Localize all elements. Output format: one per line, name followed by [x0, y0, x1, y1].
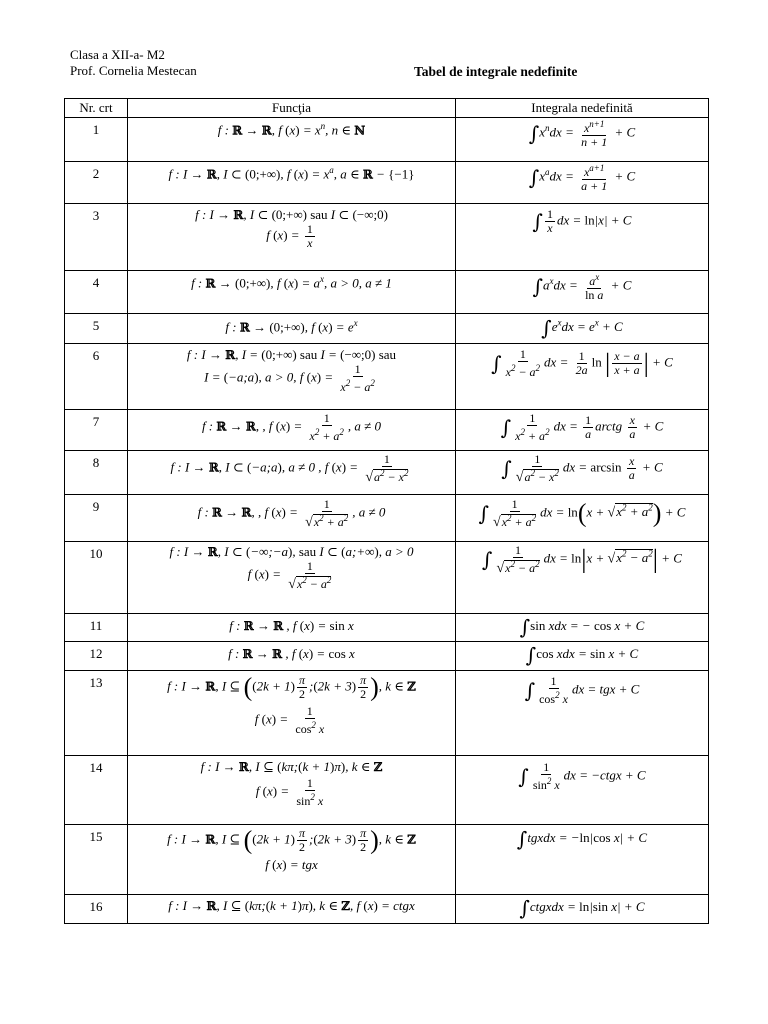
- function-cell: f : I → ℝ, I = (0;+∞) sau I = (−∞;0) sau I = (−a;a), a > 0, f (x) = $\frac{1}{x^2 - a^2}$: [128, 344, 456, 410]
- col-header-nr: Nr. crt: [65, 99, 128, 118]
- table-row: [65, 118, 709, 162]
- integral-cell: ∫ $\frac{1}{x^2 + a^2}$ dx = $\frac{1}{a}$ arctg $\frac{x}{a}$ + C: [456, 410, 709, 451]
- row-number: 5: [65, 314, 128, 344]
- table-header-row: [65, 99, 709, 118]
- row-number: 11: [65, 614, 128, 642]
- row-number: 15: [65, 825, 128, 895]
- function-cell: f : ℝ → ℝ, , f (x) = $\frac{1}{√x^2 + a^2}$ , a ≠ 0: [128, 495, 456, 542]
- integral-cell: ∫sin xdx = − cos x + C: [456, 614, 709, 642]
- col-header-integral: Integrala nedefinită: [456, 99, 709, 118]
- row-number: 3: [65, 204, 128, 271]
- integral-cell: ∫ $\frac{1}{\sin^2 x}$ dx = −ctgx + C: [456, 756, 709, 825]
- function-cell: f : I → ℝ, I ⊂ (−a;a), a ≠ 0 , f (x) = $\frac{1}{√a^2 - x^2}$: [128, 451, 456, 495]
- table-row: [65, 410, 709, 451]
- table-row: [65, 495, 709, 542]
- document-title: Tabel de integrale nedefinite: [414, 64, 578, 79]
- function-cell: f : ℝ → ℝ , f (x) = cos x: [128, 642, 456, 671]
- row-number: 12: [65, 642, 128, 671]
- row-number: 2: [65, 162, 128, 204]
- table-row: [65, 756, 709, 825]
- integral-cell: ∫ $\frac{1}{x^2 - a^2}$ dx = $\frac{1}{2a}$ ln | $\frac{x - a}{x + a}$ | + C: [456, 344, 709, 410]
- row-number: 10: [65, 542, 128, 614]
- function-cell: f : I → ℝ, I ⊆ ((2k + 1) $\frac{\pi}{2}$ ;(2k + 3) $\frac{\pi}{2}$ ), k ∈ ℤ f (x) = tgx: [128, 825, 456, 895]
- table-row: [65, 895, 709, 924]
- integral-cell: ∫ $\frac{1}{\cos^2 x}$ dx = tgx + C: [456, 671, 709, 756]
- table-row: [65, 642, 709, 671]
- integral-cell: ∫ $\frac{1}{x}$ dx = ln|x| + C: [456, 204, 709, 271]
- integral-cell: $\int e^xdx = e^x + C$: [456, 314, 709, 344]
- function-cell: f : ℝ → ℝ, f $(x) = x^n$, n ∈ ℕ: [128, 118, 456, 162]
- function-cell: f : I → ℝ, I ⊆ (kπ;(k + 1)π), k ∈ ℤ f (x) = $\frac{1}{\sin^2 x}$: [128, 756, 456, 825]
- integral-cell: ∫ $\frac{1}{√a^2 - x^2}$ dx = arcsin $\frac{x}{a}$ + C: [456, 451, 709, 495]
- table-row: [65, 344, 709, 410]
- col-header-function: Funcţia: [128, 99, 456, 118]
- integrals-table: [64, 98, 709, 924]
- row-number: 7: [65, 410, 128, 451]
- integral-cell: ∫ $\frac{1}{√x^2 + a^2}$ dx = $\ln(x + √x^2 + a^2) + C$: [456, 495, 709, 542]
- function-cell: f : ℝ → ℝ , f (x) = sin x: [128, 614, 456, 642]
- table-row: [65, 614, 709, 642]
- row-number: 9: [65, 495, 128, 542]
- integral-cell: $\int a^xdx$ = $\frac{a^x}{\text{ln a}}$ + C: [456, 271, 709, 314]
- row-number: 4: [65, 271, 128, 314]
- integral-cell: $\int x^adx$ = $\frac{x^{a+1}}{a + 1}$ + C: [456, 162, 709, 204]
- function-cell: f : ℝ → ℝ, , f (x) = $\frac{1}{x^2 + a^2}$ , a ≠ 0: [128, 410, 456, 451]
- function-cell: f : I → ℝ, I ⊆ (kπ;(k + 1)π), k ∈ ℤ, f (x) = ctgx: [128, 895, 456, 924]
- row-number: 6: [65, 344, 128, 410]
- class-label: Clasa a XII-a- M2: [70, 47, 165, 62]
- table-row: [65, 451, 709, 495]
- table-row: [65, 542, 709, 614]
- function-cell: f : I → ℝ, I ⊂ (0;+∞), f $(x) = x^a$, a ∈ ℝ − {−1}: [128, 162, 456, 204]
- table-row: [65, 162, 709, 204]
- integral-cell: ∫tgxdx = −ln|cos x| + C: [456, 825, 709, 895]
- function-cell: f : I → ℝ, I ⊂ (0;+∞) sau I ⊂ (−∞;0) f (x) = $\frac{1}{x}$: [128, 204, 456, 271]
- integral-cell: ∫ctgxdx = ln|sin x| + C: [456, 895, 709, 924]
- function-cell: f : I → ℝ, I ⊆ ((2k + 1) $\frac{\pi}{2}$ ;(2k + 3) $\frac{\pi}{2}$ ), k ∈ ℤ f (x) = $\frac{1}{\cos^2 x}$: [128, 671, 456, 756]
- integral-cell: $\int x^ndx$ = $\frac{x^{n+1}}{n + 1}$ + C: [456, 118, 709, 162]
- integral-cell: ∫cos xdx = sin x + C: [456, 642, 709, 671]
- integral-cell: ∫ $\frac{1}{√x^2 - a^2}$ dx = $\ln|x + √x^2 - a^2| + C$: [456, 542, 709, 614]
- function-cell: f : I → ℝ, I ⊂ (−∞;−a), sau I ⊂ (a;+∞), a > 0 f (x) = $\frac{1}{√x^2 - a^2}$: [128, 542, 456, 614]
- row-number: 8: [65, 451, 128, 495]
- table-row: [65, 671, 709, 756]
- teacher-label: Prof. Cornelia Mestecan: [70, 63, 197, 78]
- function-cell: f : ℝ → (0;+∞), f $(x) = e^x$: [128, 314, 456, 344]
- row-number: 1: [65, 118, 128, 162]
- row-number: 13: [65, 671, 128, 756]
- row-number: 16: [65, 895, 128, 924]
- row-number: 14: [65, 756, 128, 825]
- table-row: [65, 271, 709, 314]
- table-row: [65, 314, 709, 344]
- table-row: [65, 825, 709, 895]
- function-cell: f : ℝ → (0;+∞), f $(x) = a^x$, a > 0, a ≠ 1: [128, 271, 456, 314]
- table-row: [65, 204, 709, 271]
